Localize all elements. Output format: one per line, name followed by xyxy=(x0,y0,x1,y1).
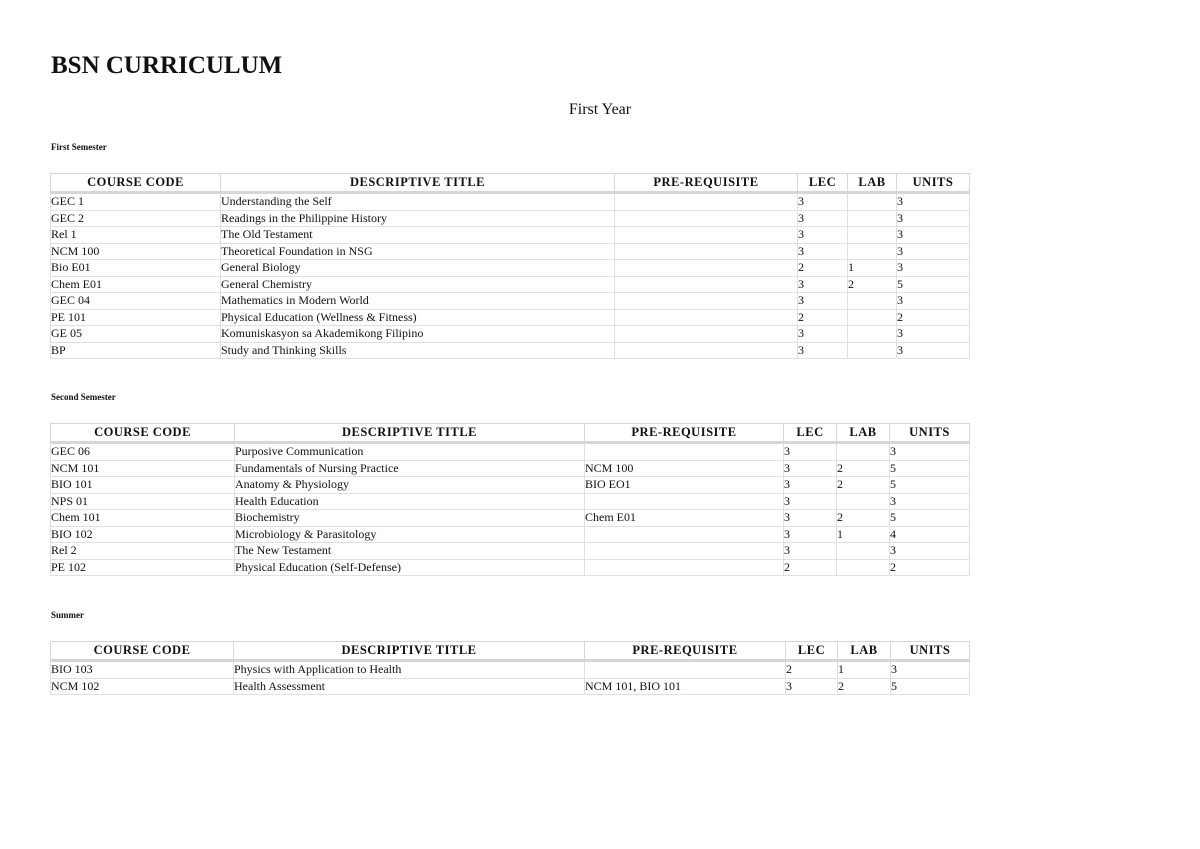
cell-prereq: Chem E01 xyxy=(585,510,784,527)
cell-title: Microbiology & Parasitology xyxy=(235,526,585,543)
cell-title: Understanding the Self xyxy=(221,193,615,211)
cell-lab xyxy=(848,309,897,326)
cell-prereq xyxy=(615,260,798,277)
cell-prereq xyxy=(615,326,798,343)
cell-units: 5 xyxy=(890,460,970,477)
cell-lec: 2 xyxy=(798,309,848,326)
cell-lec: 3 xyxy=(798,276,848,293)
cell-title: The New Testament xyxy=(235,543,585,560)
cell-title: Study and Thinking Skills xyxy=(221,342,615,359)
semester-label-summer: Summer xyxy=(51,610,84,620)
cell-lab xyxy=(837,559,890,576)
cell-units: 4 xyxy=(890,526,970,543)
cell-code: BIO 101 xyxy=(51,477,235,494)
cell-lab xyxy=(837,493,890,510)
cell-lab xyxy=(837,543,890,560)
summer-table xyxy=(50,641,970,695)
cell-units: 2 xyxy=(890,559,970,576)
table-row xyxy=(51,193,970,211)
cell-prereq xyxy=(585,559,784,576)
cell-units: 3 xyxy=(897,260,970,277)
cell-code: PE 102 xyxy=(51,559,235,576)
cell-lab: 1 xyxy=(837,526,890,543)
cell-code: Rel 1 xyxy=(51,227,221,244)
year-heading: First Year xyxy=(568,101,632,118)
col-header-prereq: PRE-REQUISITE xyxy=(615,174,798,193)
col-header-units: UNITS xyxy=(891,642,970,661)
cell-title: Health Education xyxy=(235,493,585,510)
table-header-row xyxy=(51,174,970,193)
cell-title: Theoretical Foundation in NSG xyxy=(221,243,615,260)
cell-units: 3 xyxy=(890,543,970,560)
table-row xyxy=(51,543,970,560)
cell-title: Biochemistry xyxy=(235,510,585,527)
cell-title: Physical Education (Wellness & Fitness) xyxy=(221,309,615,326)
table-row xyxy=(51,678,970,695)
cell-lec: 3 xyxy=(798,193,848,211)
col-header-lec: LEC xyxy=(798,174,848,193)
table-row xyxy=(51,477,970,494)
cell-lec: 2 xyxy=(798,260,848,277)
cell-lec: 3 xyxy=(798,243,848,260)
table-row xyxy=(51,276,970,293)
first-semester-table xyxy=(50,173,970,359)
cell-code: BP xyxy=(51,342,221,359)
cell-code: NCM 101 xyxy=(51,460,235,477)
cell-lab: 2 xyxy=(837,460,890,477)
cell-lab: 2 xyxy=(838,678,891,695)
table-row xyxy=(51,260,970,277)
semester-label-second: Second Semester xyxy=(51,392,116,402)
cell-lab xyxy=(848,193,897,211)
cell-lec: 3 xyxy=(798,342,848,359)
cell-code: NPS 01 xyxy=(51,493,235,510)
cell-lab: 2 xyxy=(837,477,890,494)
table-row xyxy=(51,293,970,310)
cell-prereq xyxy=(615,293,798,310)
cell-lec: 3 xyxy=(784,460,837,477)
cell-lec: 3 xyxy=(784,543,837,560)
table-row xyxy=(51,326,970,343)
cell-code: GEC 2 xyxy=(51,210,221,227)
cell-lab xyxy=(848,243,897,260)
cell-title: Health Assessment xyxy=(234,678,585,695)
cell-prereq xyxy=(585,543,784,560)
cell-units: 3 xyxy=(897,243,970,260)
cell-lec: 3 xyxy=(784,510,837,527)
col-header-lab: LAB xyxy=(848,174,897,193)
cell-code: GEC 1 xyxy=(51,193,221,211)
cell-prereq xyxy=(615,210,798,227)
cell-lec: 3 xyxy=(784,526,837,543)
cell-units: 3 xyxy=(897,342,970,359)
cell-code: PE 101 xyxy=(51,309,221,326)
cell-lec: 2 xyxy=(784,559,837,576)
cell-units: 2 xyxy=(897,309,970,326)
cell-code: BIO 102 xyxy=(51,526,235,543)
table-row xyxy=(51,210,970,227)
cell-title: Purposive Communication xyxy=(235,443,585,461)
cell-lec: 3 xyxy=(784,493,837,510)
cell-code: Bio E01 xyxy=(51,260,221,277)
col-header-prereq: PRE-REQUISITE xyxy=(585,424,784,443)
cell-title: Komuniskasyon sa Akademikong Filipino xyxy=(221,326,615,343)
cell-prereq: NCM 101, BIO 101 xyxy=(585,678,786,695)
table-row xyxy=(51,342,970,359)
cell-lab xyxy=(848,293,897,310)
cell-lec: 3 xyxy=(786,678,838,695)
col-header-title: DESCRIPTIVE TITLE xyxy=(234,642,585,661)
col-header-lec: LEC xyxy=(784,424,837,443)
cell-units: 3 xyxy=(890,493,970,510)
table-row xyxy=(51,559,970,576)
cell-code: GEC 06 xyxy=(51,443,235,461)
cell-title: Fundamentals of Nursing Practice xyxy=(235,460,585,477)
cell-title: The Old Testament xyxy=(221,227,615,244)
cell-units: 5 xyxy=(897,276,970,293)
cell-code: Rel 2 xyxy=(51,543,235,560)
col-header-lab: LAB xyxy=(837,424,890,443)
document-title: BSN CURRICULUM xyxy=(51,52,283,79)
table-row xyxy=(51,443,970,461)
cell-prereq xyxy=(615,276,798,293)
cell-units: 5 xyxy=(891,678,970,695)
cell-lec: 3 xyxy=(784,443,837,461)
cell-title: Physics with Application to Health xyxy=(234,661,585,679)
col-header-code: COURSE CODE xyxy=(51,174,221,193)
cell-units: 3 xyxy=(891,661,970,679)
cell-prereq: NCM 100 xyxy=(585,460,784,477)
cell-lec: 3 xyxy=(798,227,848,244)
cell-code: Chem E01 xyxy=(51,276,221,293)
cell-code: NCM 102 xyxy=(51,678,234,695)
semester-label-first: First Semester xyxy=(51,142,107,152)
table-header-row xyxy=(51,424,970,443)
table-row xyxy=(51,227,970,244)
cell-code: Chem 101 xyxy=(51,510,235,527)
cell-code: GE 05 xyxy=(51,326,221,343)
col-header-title: DESCRIPTIVE TITLE xyxy=(235,424,585,443)
cell-title: Physical Education (Self-Defense) xyxy=(235,559,585,576)
second-semester-table xyxy=(50,423,970,576)
cell-prereq xyxy=(585,526,784,543)
cell-lec: 2 xyxy=(786,661,838,679)
cell-title: Readings in the Philippine History xyxy=(221,210,615,227)
cell-units: 3 xyxy=(897,193,970,211)
cell-units: 3 xyxy=(897,227,970,244)
cell-prereq xyxy=(615,309,798,326)
table-row xyxy=(51,510,970,527)
cell-units: 5 xyxy=(890,477,970,494)
cell-lab xyxy=(848,326,897,343)
cell-title: Mathematics in Modern World xyxy=(221,293,615,310)
cell-prereq xyxy=(615,227,798,244)
col-header-title: DESCRIPTIVE TITLE xyxy=(221,174,615,193)
cell-units: 3 xyxy=(897,326,970,343)
cell-lab xyxy=(848,210,897,227)
cell-lec: 3 xyxy=(798,293,848,310)
cell-prereq xyxy=(585,661,786,679)
table-header-row xyxy=(51,642,970,661)
col-header-units: UNITS xyxy=(897,174,970,193)
cell-lab xyxy=(837,443,890,461)
cell-title: General Biology xyxy=(221,260,615,277)
cell-units: 3 xyxy=(890,443,970,461)
table-row xyxy=(51,309,970,326)
col-header-code: COURSE CODE xyxy=(51,642,234,661)
table-row xyxy=(51,526,970,543)
cell-lab: 1 xyxy=(838,661,891,679)
col-header-lec: LEC xyxy=(786,642,838,661)
cell-lec: 3 xyxy=(784,477,837,494)
col-header-lab: LAB xyxy=(838,642,891,661)
table-row xyxy=(51,243,970,260)
col-header-units: UNITS xyxy=(890,424,970,443)
table-row xyxy=(51,460,970,477)
cell-prereq xyxy=(615,342,798,359)
cell-title: General Chemistry xyxy=(221,276,615,293)
cell-prereq xyxy=(585,493,784,510)
cell-lec: 3 xyxy=(798,326,848,343)
cell-prereq xyxy=(585,443,784,461)
cell-lec: 3 xyxy=(798,210,848,227)
col-header-prereq: PRE-REQUISITE xyxy=(585,642,786,661)
cell-units: 3 xyxy=(897,293,970,310)
cell-prereq xyxy=(615,243,798,260)
col-header-code: COURSE CODE xyxy=(51,424,235,443)
cell-prereq: BIO EO1 xyxy=(585,477,784,494)
table-row xyxy=(51,661,970,679)
cell-lab: 2 xyxy=(837,510,890,527)
cell-units: 3 xyxy=(897,210,970,227)
cell-lab xyxy=(848,342,897,359)
table-row xyxy=(51,493,970,510)
cell-code: GEC 04 xyxy=(51,293,221,310)
cell-code: NCM 100 xyxy=(51,243,221,260)
cell-units: 5 xyxy=(890,510,970,527)
cell-lab: 1 xyxy=(848,260,897,277)
cell-code: BIO 103 xyxy=(51,661,234,679)
cell-title: Anatomy & Physiology xyxy=(235,477,585,494)
cell-prereq xyxy=(615,193,798,211)
cell-lab xyxy=(848,227,897,244)
cell-lab: 2 xyxy=(848,276,897,293)
